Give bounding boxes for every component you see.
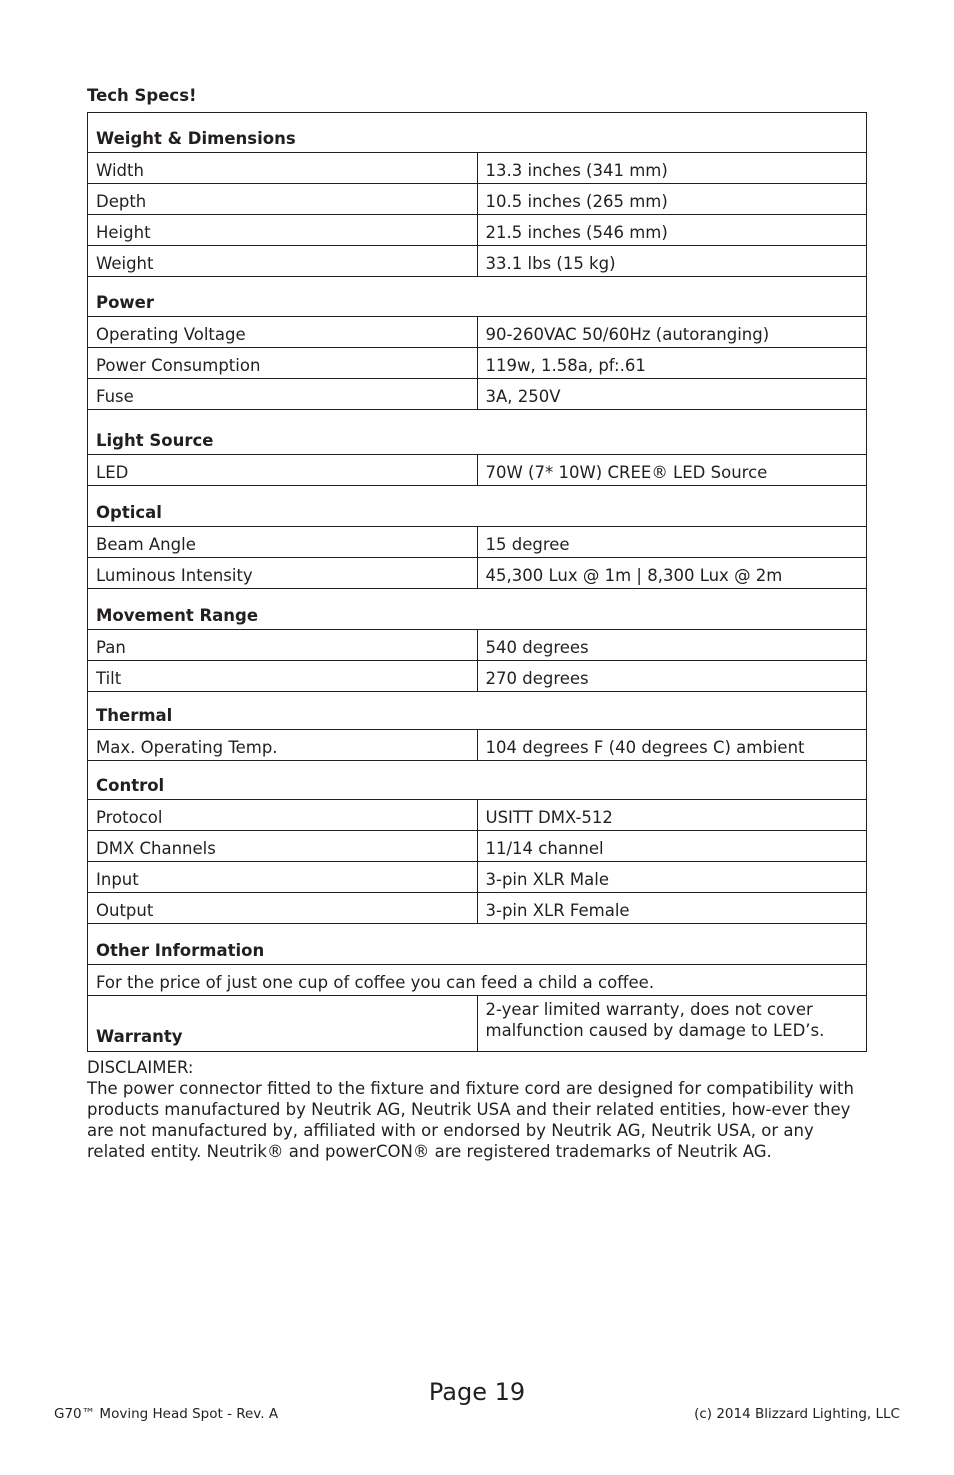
spec-value: 15 degree	[477, 527, 867, 558]
section-title: Other Information	[88, 924, 867, 965]
spec-value: 45,300 Lux @ 1m | 8,300 Lux @ 2m	[477, 558, 867, 589]
spec-row	[88, 800, 867, 831]
spec-row	[88, 630, 867, 661]
spec-value: 3-pin XLR Female	[477, 893, 867, 924]
spec-row	[88, 153, 867, 184]
spec-label: Protocol	[88, 800, 478, 831]
section-title: Optical	[88, 486, 867, 527]
spec-value: 90-260VAC 50/60Hz (autoranging)	[477, 317, 867, 348]
spec-row	[88, 317, 867, 348]
spec-row	[88, 246, 867, 277]
spec-row-note	[88, 965, 867, 996]
spec-label: Width	[88, 153, 478, 184]
spec-value: USITT DMX-512	[477, 800, 867, 831]
spec-value: 33.1 lbs (15 kg)	[477, 246, 867, 277]
warranty-row	[88, 996, 867, 1052]
spec-row	[88, 862, 867, 893]
spec-value: 3-pin XLR Male	[477, 862, 867, 893]
other-note: For the price of just one cup of coffee you can feed a child a coffee.	[88, 965, 867, 996]
spec-value: 3A, 250V	[477, 379, 867, 410]
section-header	[88, 924, 867, 965]
spec-row	[88, 184, 867, 215]
section-title: Power	[88, 277, 867, 317]
warranty-value: 2-year limited warranty, does not cover malfunction caused by damage to LED’s.	[477, 996, 867, 1052]
spec-label: Output	[88, 893, 478, 924]
section-header	[88, 277, 867, 317]
spec-row	[88, 379, 867, 410]
page-number: Page 19	[428, 1378, 526, 1406]
spec-label: Pan	[88, 630, 478, 661]
spec-row	[88, 455, 867, 486]
spec-label: Operating Voltage	[88, 317, 478, 348]
section-title: Thermal	[88, 692, 867, 730]
disclaimer-title: DISCLAIMER:	[87, 1058, 194, 1077]
section-title: Movement Range	[88, 589, 867, 630]
spec-label: Depth	[88, 184, 478, 215]
disclaimer	[87, 1057, 877, 1162]
spec-value: 70W (7* 10W) CREE® LED Source	[477, 455, 867, 486]
spec-label: Fuse	[88, 379, 478, 410]
footer-product: G70™ Moving Head Spot - Rev. A	[54, 1406, 279, 1422]
spec-row	[88, 893, 867, 924]
spec-value: 13.3 inches (341 mm)	[477, 153, 867, 184]
section-header	[88, 761, 867, 800]
spec-table	[87, 112, 867, 1052]
spec-label: Beam Angle	[88, 527, 478, 558]
disclaimer-text: The power connector fitted to the fixture and fixture cord are designed for compatibility with products manufactured by Neutrik AG, Neutrik USA and their related entities, how-ever they are not manufactured by, affiliated with or endorsed by Neutrik AG, Neutrik USA, or any related entity. Neutrik® and powerCON® are registered trademarks of Neutrik AG.	[87, 1079, 854, 1161]
section-title: Weight & Dimensions	[88, 113, 867, 153]
section-header	[88, 113, 867, 153]
section-header	[88, 486, 867, 527]
spec-label: Height	[88, 215, 478, 246]
spec-row	[88, 527, 867, 558]
spec-row	[88, 348, 867, 379]
spec-value: 10.5 inches (265 mm)	[477, 184, 867, 215]
spec-row	[88, 831, 867, 862]
spec-value: 540 degrees	[477, 630, 867, 661]
section-header	[88, 589, 867, 630]
section-header	[88, 692, 867, 730]
spec-value: 11/14 channel	[477, 831, 867, 862]
spec-label: Power Consumption	[88, 348, 478, 379]
spec-label: LED	[88, 455, 478, 486]
spec-value: 270 degrees	[477, 661, 867, 692]
page-heading: Tech Specs!	[87, 86, 197, 105]
spec-table-body	[88, 113, 867, 1052]
spec-label: Luminous Intensity	[88, 558, 478, 589]
warranty-label: Warranty	[88, 996, 478, 1052]
section-header	[88, 410, 867, 455]
spec-row	[88, 558, 867, 589]
spec-label: DMX Channels	[88, 831, 478, 862]
spec-row	[88, 730, 867, 761]
spec-label: Input	[88, 862, 478, 893]
spec-label: Tilt	[88, 661, 478, 692]
spec-row	[88, 215, 867, 246]
section-title: Light Source	[88, 410, 867, 455]
spec-value: 104 degrees F (40 degrees C) ambient	[477, 730, 867, 761]
spec-label: Max. Operating Temp.	[88, 730, 478, 761]
section-title: Control	[88, 761, 867, 800]
footer-copyright: (c) 2014 Blizzard Lighting, LLC	[694, 1406, 900, 1422]
spec-row	[88, 661, 867, 692]
spec-value: 119w, 1.58a, pf:.61	[477, 348, 867, 379]
spec-value: 21.5 inches (546 mm)	[477, 215, 867, 246]
spec-label: Weight	[88, 246, 478, 277]
